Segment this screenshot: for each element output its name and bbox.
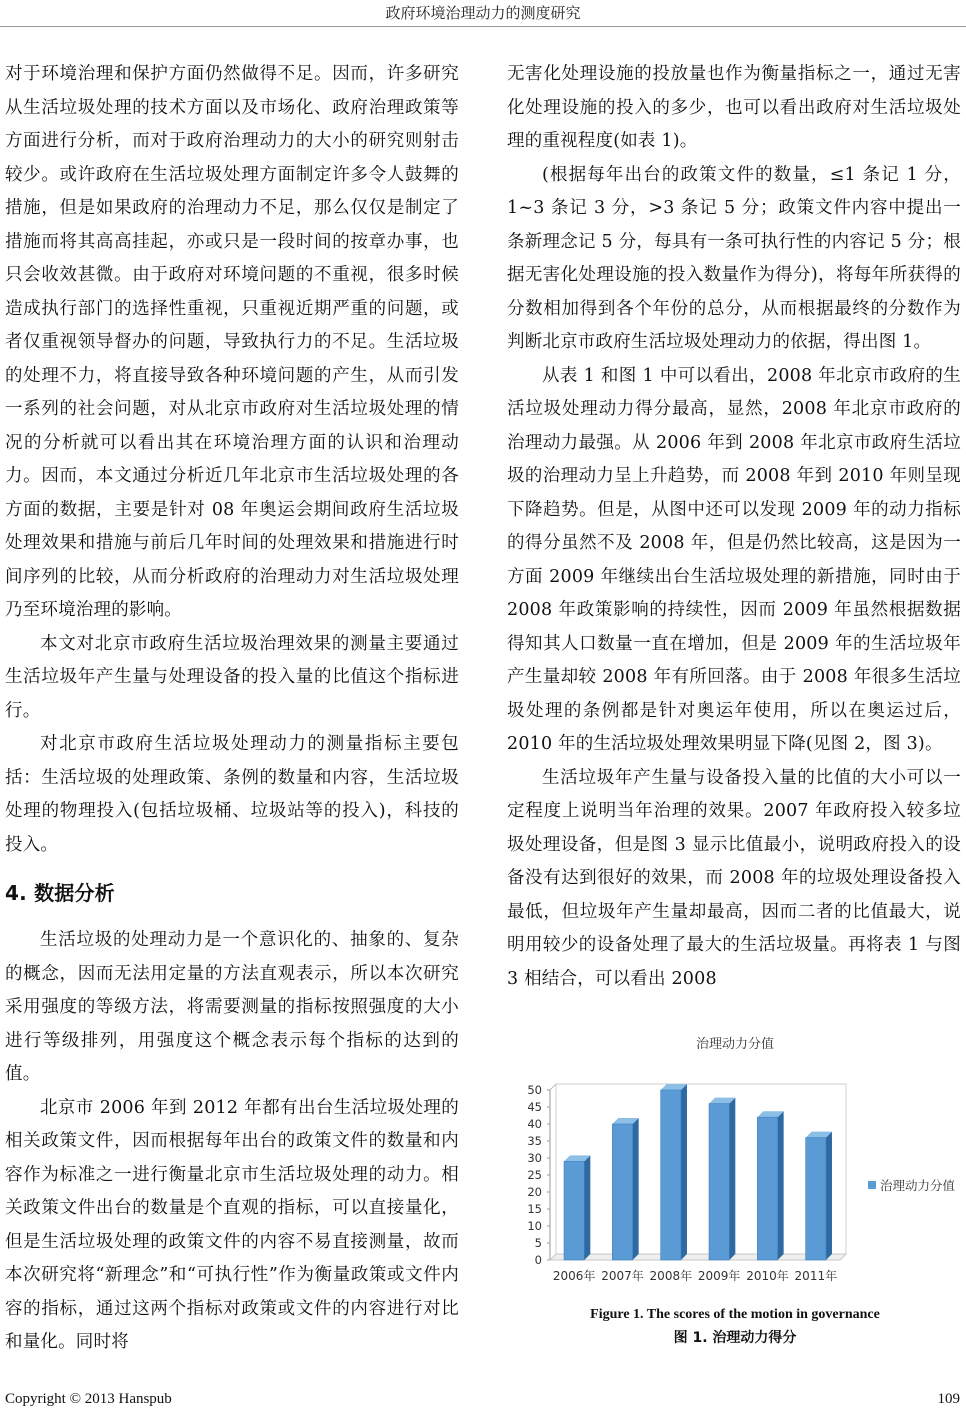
y-axis [527,1083,556,1267]
bar-side [681,1084,687,1260]
paragraph: 无害化处理设施的投放量也作为衡量指标之一，通过无害化处理设施的投入的多少，也可以看出政府对生活垃圾处理的重视程度(如表 1)。 [507,64,961,151]
bar-side [826,1132,832,1260]
x-axis [553,1268,837,1283]
bar-side [729,1098,735,1260]
bar-side [584,1155,590,1260]
bar-side [633,1118,639,1260]
y-tick-label: 0 [534,1253,542,1267]
y-tick-label: 35 [527,1134,542,1148]
bar-chart [500,1060,966,1300]
paragraph: 对北京市政府生活垃圾处理动力的测量指标主要包括：生活垃圾的处理政策、条例的数量和内容，生活垃圾处理的物理投入(包括垃圾桶、垃圾站等的投入)，科技的投入。 [5,734,459,855]
x-tick-label: 2007年 [601,1269,644,1283]
figure-caption-english: Figure 1. The scores of the motion in governance [590,1307,880,1322]
y-tick-label: 15 [527,1202,542,1216]
y-tick-label: 30 [527,1151,542,1165]
plot-wall [556,1084,846,1254]
left-column [5,58,459,1360]
chart-title: 治理动力分值 [695,1037,774,1052]
paragraph: 本文对北京市政府生活垃圾治理效果的测量主要通过生活垃圾年产生量与处理设备的投入量的比值这个指标进行。 [5,633,459,721]
x-tick-label: 2008年 [649,1269,693,1283]
paragraph: 从表 1 和图 1 中可以看出，2008 年北京市政府的生活垃圾处理动力得分最高，显然，2008 年北京市政府的治理动力最强。从 2006 年到 2008 年北京市政府生活垃圾的治理动力呈上升趋势，而 2008 年到 2010 年则呈现下降趋势。但是，从图中还可以发现 2009 年的动力指标的得分虽然不及 2008 年，但是仍然比较高，这是因为一方面 2009 年继续出台生活垃圾处理的新措施，同时由于 2008 年政策影响的持续性，因而 2009 年虽然根据数据得知其人口数量一直在增加，但是 2009 年的生活垃圾年产生量却较 2008 年有所回落。由于 2008 年很多生活垃圾处理的条例都是针对奥运年使用，所以在奥运过后，2010 年的生活垃圾处理效果明显下降(见图 2，图 3)。 [507,365,961,754]
y-tick-label: 25 [527,1168,542,1182]
figure-caption-chinese: 图 1. 治理动力得分 [673,1330,797,1346]
bar [806,1138,826,1260]
running-title: 政府环境治理动力的测度研究 [0,2,966,27]
paragraph: 生活垃圾的处理动力是一个意识化的、抽象的、复杂的概念，因而无法用定量的方法直观表示，所以本次研究采用强度的等级方法，将需要测量的指标按照强度的大小进行等级排列，用强度这个概念表示每个指标的达到的值。 [5,930,459,1084]
y-tick-label: 20 [527,1185,542,1199]
bar [709,1104,729,1260]
bar [564,1161,584,1260]
y-tick-label: 5 [534,1236,542,1250]
paragraph: 生活垃圾年产生量与设备投入量的比值的大小可以一定程度上说明当年治理的效果。2007 年政府投入较多垃圾处理设备，但是图 3 显示比值最小，说明政府投入的设备没有达到很好的效果，而 2008 年的垃圾处理设备投入最低，但垃圾年产生量却最高，因而二者的比值最大，说明用较少的设备处理了最大的生活垃圾量。再将表 1 与图 3 相结合，可以看出 2008 [507,767,961,989]
page-number: 109 [937,1391,960,1407]
copyright: Copyright © 2013 Hanspub [5,1391,172,1407]
section-heading: 4. 数据分析 [5,881,115,905]
legend-label: 治理动力分值 [880,1178,956,1193]
bar [661,1090,681,1260]
y-tick-label: 45 [527,1100,542,1114]
y-tick-label: 10 [527,1219,542,1233]
x-tick-label: 2009年 [697,1269,741,1283]
plot-floor [550,1254,846,1260]
paragraph: 对于环境治理和保护方面仍然做得不足。因而，许多研究从生活垃圾处理的技术方面以及市场化、政府治理政策等方面进行分析，而对于政府治理动力的大小的研究则射击较少。或许政府在生活垃圾处理方面制定许多令人鼓舞的措施，但是如果政府的治理动力不足，那么仅仅是制定了措施而将其高高挂起，亦或只是一段时间的按章办事，也只会收效甚微。由于政府对环境问题的不重视，很多时候造成执行部门的选择性重视，只重视近期严重的问题，或者仅重视领导督办的问题，导致执行力的不足。生活垃圾的处理不力，将直接导致各种环境问题的产生，从而引发一系列的社会问题，对从北京市政府对生活垃圾处理的情况的分析就可以看出其在环境治理方面的认识和治理动力。因而，本文通过分析近几年北京市生活垃圾处理的各方面的数据，主要是针对 08 年奥运会期间政府生活垃圾处理效果和措施与前后几年时间的处理效果和措施进行时间序列的比较，从而分析政府的治理动力对生活垃圾处理乃至环境治理的影响。 [5,64,459,620]
bar [612,1124,632,1260]
x-tick-label: 2011年 [794,1269,838,1283]
bar-side [778,1111,784,1260]
x-tick-label: 2006年 [552,1269,596,1283]
y-tick-label: 40 [527,1117,542,1131]
y-tick-label: 50 [527,1083,542,1097]
bar [757,1117,777,1260]
right-column [507,58,961,996]
legend-swatch [868,1181,876,1189]
chart-grid [550,1084,846,1260]
paragraph: 北京市 2006 年到 2012 年都有出台生活垃圾处理的相关政策文件，因而根据每年出台的政策文件的数量和内容作为标准之一进行衡量北京市生活垃圾处理的动力。相关政策文件出台的数量是个直观的指标，可以直接量化，但是生活垃圾处理的政策文件的内容不易直接测量，故而本次研究将“新理念”和“可执行性”作为衡量政策或文件内容的指标，通过这两个指标对政策或文件的内容进行对比和量化。同时将 [5,1097,459,1352]
legend [868,1178,956,1193]
x-tick-label: 2010年 [746,1269,789,1283]
paragraph: (根据每年出台的政策文件的数量，≤1 条记 1 分，1~3 条记 3 分，>3 条记 5 分；政策文件内容中提出一条新理念记 5 分，每具有一条可执行性的内容记 5 分；根据无害化处理设施的投入数量作为得分)，将每年所获得的分数相加得到各个年份的总分，从而根据最终的分数作为判断北京市政府生活垃圾处理动力的依据，得出图 1。 [507,164,961,352]
axis-edge [550,1084,556,1090]
